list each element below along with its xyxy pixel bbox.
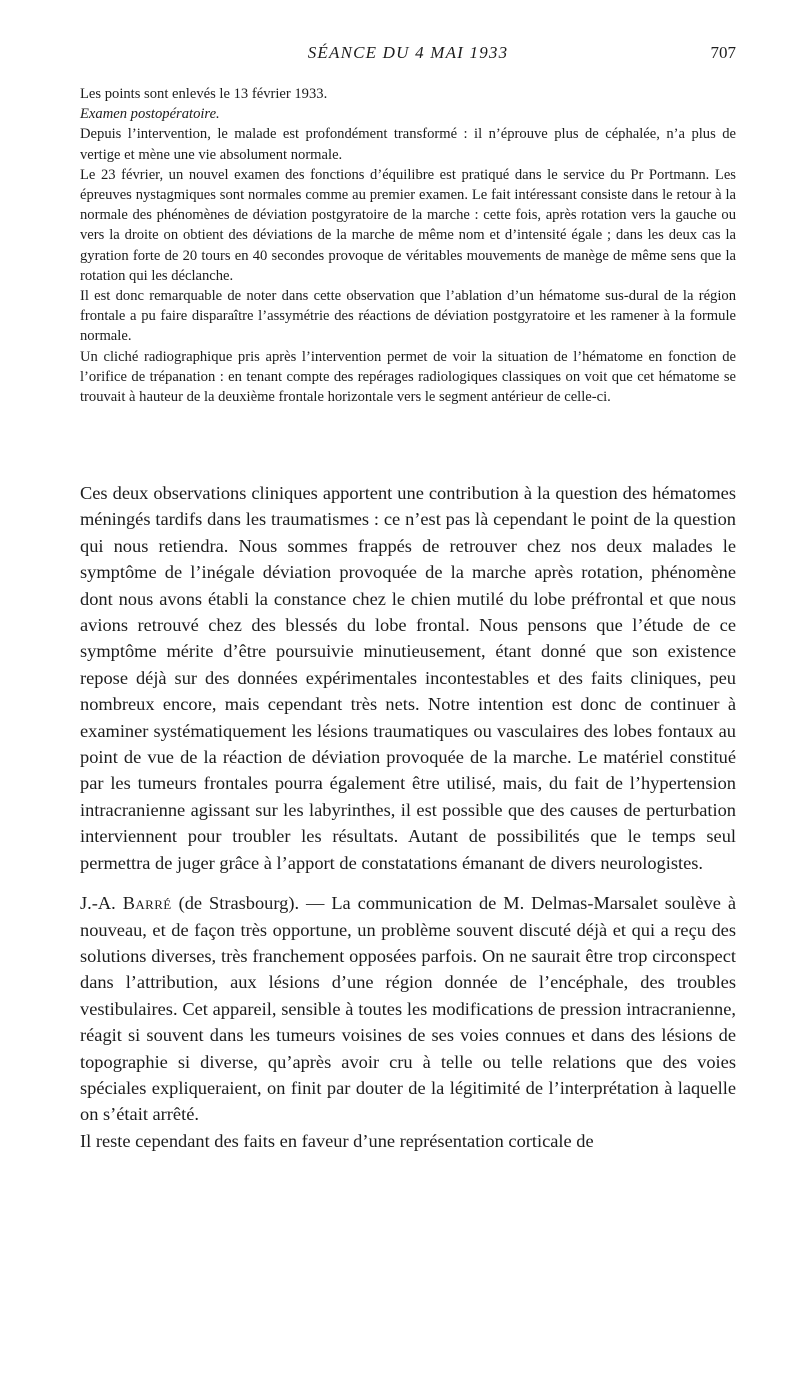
discussion-text [80,480,736,1154]
page-header [80,43,736,67]
section-title-examen: Examen postopératoire. [80,106,220,123]
paragraph-points-enleves: Les points sont enlevés le 13 février 1933. [80,86,328,102]
running-title: SÉANCE DU 4 MAI 1933 [307,43,509,62]
author-initials: J.-A. [80,893,123,914]
paragraph-nouvel-examen: Le 23 février, un nouvel examen des fonctions d’équilibre est pratiqué dans le service du Pr Portmann. Les épreuves nystagmiques sont normales comme au premier examen. Le fait intéressant consiste dans le retour à la normale des phénomènes de déviation postgyratoire de la marche : cette fois, après rotation vers la gauche ou vers la droite on obtient des déviations de la marche de même nom et d’intensité égale ; dans les deux cas la gyration forte de 20 tours en 40 secondes provoque de véritables mouvements de manège de même sens que la rotation qui les déclanche. [80,166,736,284]
paragraph-conclusion-observations: Ces deux observations cliniques apportent une contribution à la question des hématomes méningés tardifs dans les traumatismes : ce n’est pas là cependant le point de la question qui nous retiendra. Nous sommes frappés de retrouver chez nos deux malades le symptôme de l’inégale déviation provoquée de la marche après rotation, phénomène dont nous avons établi la constance chez le chien mutilé du lobe préfrontal et que nous avions retrouvé chez des blessés du lobe frontal. Nous pensons que l’étude de ce symptôme mérite d’être poursuivie minutieusement, étant donné que son existence repose déjà sur des données expérimentales incontestables et des faits cliniques, peu nombreux encore, mais cependant très nets. Notre intention est donc de continuer à examiner systématiquement les lésions traumatiques ou vasculaires des lobes fontaux au point de vue de la réaction de déviation provoquée de la marche. Le matériel constitué par les tumeurs frontales pourra également être utilisé, mais, du fait de l’hypertension intracranienne agissant sur les labyrinthes, il est possible que des causes de perturbation interviennent pour troubler les résultats. Autant de possibilités que le temps seul permettra de juger grâce à l’apport de constatations émanant de divers neurologistes. [80,483,736,873]
author-name: Barré [122,893,172,914]
paragraph-cliche-radiographique: Un cliché radiographique pris après l’intervention permet de voir la situation de l’hématome en fonction de l’orifice de trépanation : en tenant compte des repérages radiologiques classiques on voit que cet hématome se trouvait à hauteur de la deuxième frontale horizontale vers le segment antérieur de celle-ci. [80,348,736,406]
paragraph-remarquable: Il est donc remarquable de noter dans cette observation que l’ablation d’un hématome sus-dural de la région frontale a pu faire disparaître l’assymétrie des réactions de déviation postgyratoire et les ramener à la formule normale. [80,288,736,345]
paragraph-reste-cependant: Il reste cependant des faits en faveur d’une représentation corticale de [80,1130,594,1151]
page-number: 707 [710,43,736,62]
barre-text: (de Strasbourg). — La communication de M. Delmas-Marsalet soulève à nouveau, et de façon très opportune, un problème souvent discuté déjà et qui a reçu des solutions diverses, très franchement opposées parfois. On ne saurait être trop circonspect dans l’attribution, aux lésions d’une région donnée de l’encéphale, des troubles vestibulaires. Cet appareil, sensible à toutes les modifications de pression intracranienne, réagit si souvent dans les tumeurs voisines de ses voies connues et dans des lésions de topographie si diverse, qu’après avoir cru à telle ou telle relations que des voies spéciales expliqueraient, on finit par douter de la légitimité de l’interprétation à laquelle on s’était arrêté. [80,893,737,1125]
observation-text [80,84,736,407]
paragraph-depuis-intervention: Depuis l’intervention, le malade est profondément transformé : il n’éprouve plus de céphalée, n’a plus de vertige et mène une vie absolument normale. [80,126,736,163]
paragraph-barre-intervention [80,890,736,1128]
